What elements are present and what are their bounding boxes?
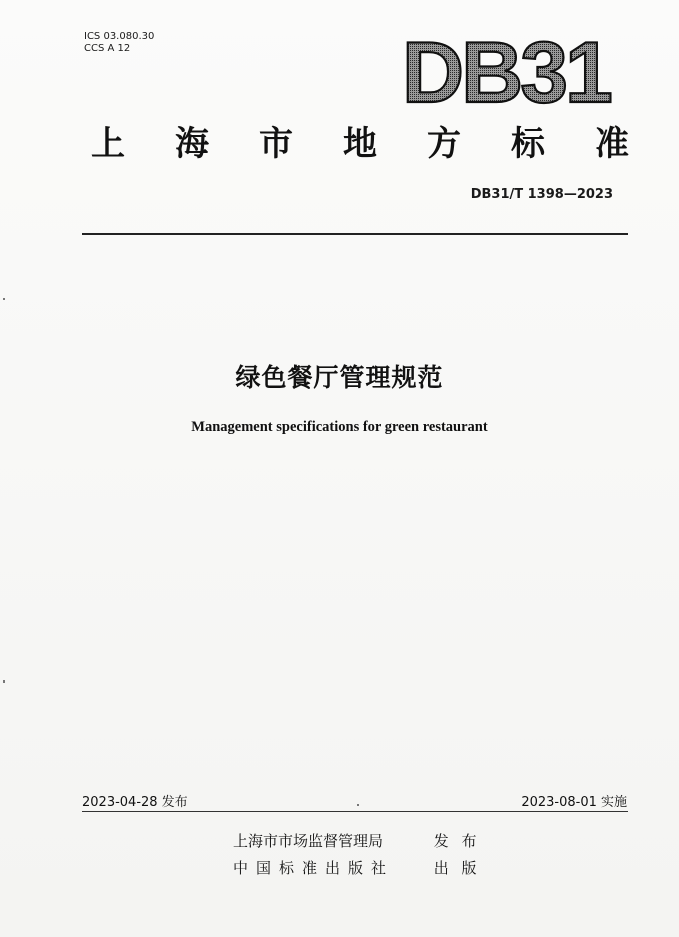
ccs-code: CCS A 12 — [84, 43, 131, 54]
standard-type-heading — [90, 124, 630, 164]
publisher-org: 中国标准出版社 — [233, 859, 395, 877]
publisher-org: 上海市市场监督管理局 — [233, 832, 384, 850]
header-divider — [82, 233, 628, 235]
footer-divider — [82, 811, 628, 812]
document-title-english: Management specifications for green restaurant — [191, 419, 488, 435]
ics-code: ICS 03.080.30 — [84, 31, 155, 42]
standard-type-char: 市 — [259, 124, 293, 164]
standard-type-char: 标 — [511, 124, 545, 164]
document-title-chinese: 绿色餐厅管理规范 — [235, 363, 444, 392]
implementation-date: 2023-08-01 实施 — [521, 795, 627, 810]
db31-logo — [400, 24, 616, 112]
publisher-role: 发 布 — [433, 832, 481, 850]
publisher-row — [233, 857, 481, 878]
classification-codes — [84, 31, 154, 55]
scan-speck — [3, 298, 5, 300]
publisher-role: 出 版 — [433, 859, 481, 877]
scan-speck — [357, 804, 359, 806]
publisher-row — [233, 830, 481, 851]
standard-type-char: 方 — [427, 124, 461, 164]
standard-type-char: 上 — [91, 124, 125, 164]
issue-date: 2023-04-28 发布 — [82, 795, 188, 810]
standard-type-char: 准 — [595, 124, 629, 164]
scan-speck — [3, 680, 5, 683]
standard-type-char: 地 — [343, 124, 377, 164]
standard-type-char: 海 — [175, 124, 209, 164]
logo-text: DB31 — [402, 25, 610, 112]
standard-number: DB31/T 1398—2023 — [470, 187, 613, 202]
